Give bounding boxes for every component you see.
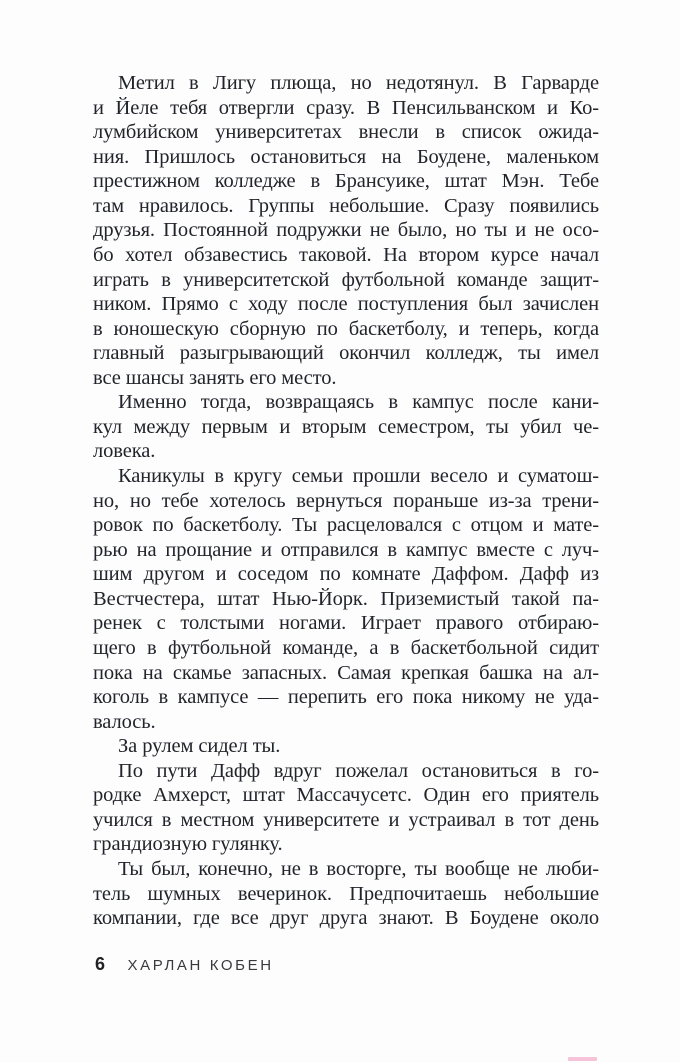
text-line: Именно тогда, возвращаясь в кампус после кани- [118, 391, 599, 414]
text-line: друзья. Постоянной подружки не было, но ты и не осо- [93, 219, 599, 242]
text-line: коголь в кампусе — перепить его пока никому не уда- [93, 686, 599, 709]
text-line: ловека. [93, 440, 156, 463]
running-title: ХАРЛАН КОБЕН [127, 957, 274, 974]
text-line: кул между первым и вторым семестром, ты убил че- [93, 415, 599, 438]
text-line: все шансы занять его место. [93, 366, 337, 389]
text-line: щего в футбольной команде, а в баскетбольной сидит [93, 636, 599, 659]
text-line: ником. Прямо с ходу после поступления был зачислен [93, 293, 599, 316]
paragraph [93, 71, 599, 390]
text-line: Метил в Лигу плюща, но недотянул. В Гарварде [118, 72, 599, 94]
pink-marker [568, 1057, 597, 1061]
text-line: там нравилось. Группы небольшие. Сразу появились [93, 194, 599, 217]
text-line: шим другом и соседом по комнате Даффом. Дафф из [93, 563, 599, 586]
text-line: компании, где все друг друга знают. В Боудене около [93, 907, 599, 930]
text-line: ния. Пришлось остановиться на Боудене, маленьком [93, 145, 599, 168]
text-line: главный разыгрывающий окончил колледж, ты имел [93, 342, 599, 365]
text-line: лумбийском университетах внесли в список ожида- [93, 121, 599, 144]
paragraph [93, 464, 599, 734]
text-line: рью на прощание и отправился в кампус вместе с луч- [93, 538, 599, 561]
text-line: бо хотел обзавестись таковой. На втором курсе начал [93, 243, 599, 266]
text-line: играть в университетской футбольной команде защит- [93, 268, 599, 291]
paragraph [93, 390, 599, 464]
text-line: и Йеле тебя отвергли сразу. В Пенсильванском и Ко- [93, 96, 599, 119]
text-line: ровок по баскетболу. Ты расцеловался с отцом и мате- [93, 514, 599, 537]
text-line: За рулем сидел ты. [118, 735, 281, 758]
text-line: престижном колледже в Брансуике, штат Мэн. Тебе [93, 170, 599, 193]
paragraph [93, 734, 599, 759]
text-line: учился в местном университете и устраивал в тот день [93, 808, 599, 831]
paragraph [93, 759, 599, 857]
text-line: Каникулы в кругу семьи прошли весело и суматош- [118, 465, 599, 487]
text-line: тель шумных вечеринок. Предпочитаешь небольшие [93, 882, 599, 905]
text-line: валось. [93, 710, 156, 733]
text-line: родке Амхерст, штат Массачусетс. Один его приятель [93, 784, 599, 807]
text-line: грандиозную гулянку. [93, 833, 283, 856]
paragraph [93, 857, 599, 931]
text-line: в юношескую сборную по баскетболу, и теперь, когда [93, 317, 599, 340]
page-footer [95, 954, 274, 975]
text-line: Вестчестера, штат Нью-Йорк. Приземистый такой па- [93, 587, 599, 610]
page-number: 6 [95, 954, 106, 974]
page-text [93, 71, 599, 931]
text-line: ренек с толстыми ногами. Играет правого отбираю- [93, 612, 599, 635]
text-line: но, но тебе хотелось вернуться пораньше из-за трени- [93, 489, 599, 512]
text-line: По пути Дафф вдруг пожелал остановиться в го- [118, 759, 599, 782]
text-line: Ты был, конечно, не в восторге, ты вообще не люби- [118, 858, 599, 880]
text-line: пока на скамье запасных. Самая крепкая башка на ал- [93, 661, 599, 684]
